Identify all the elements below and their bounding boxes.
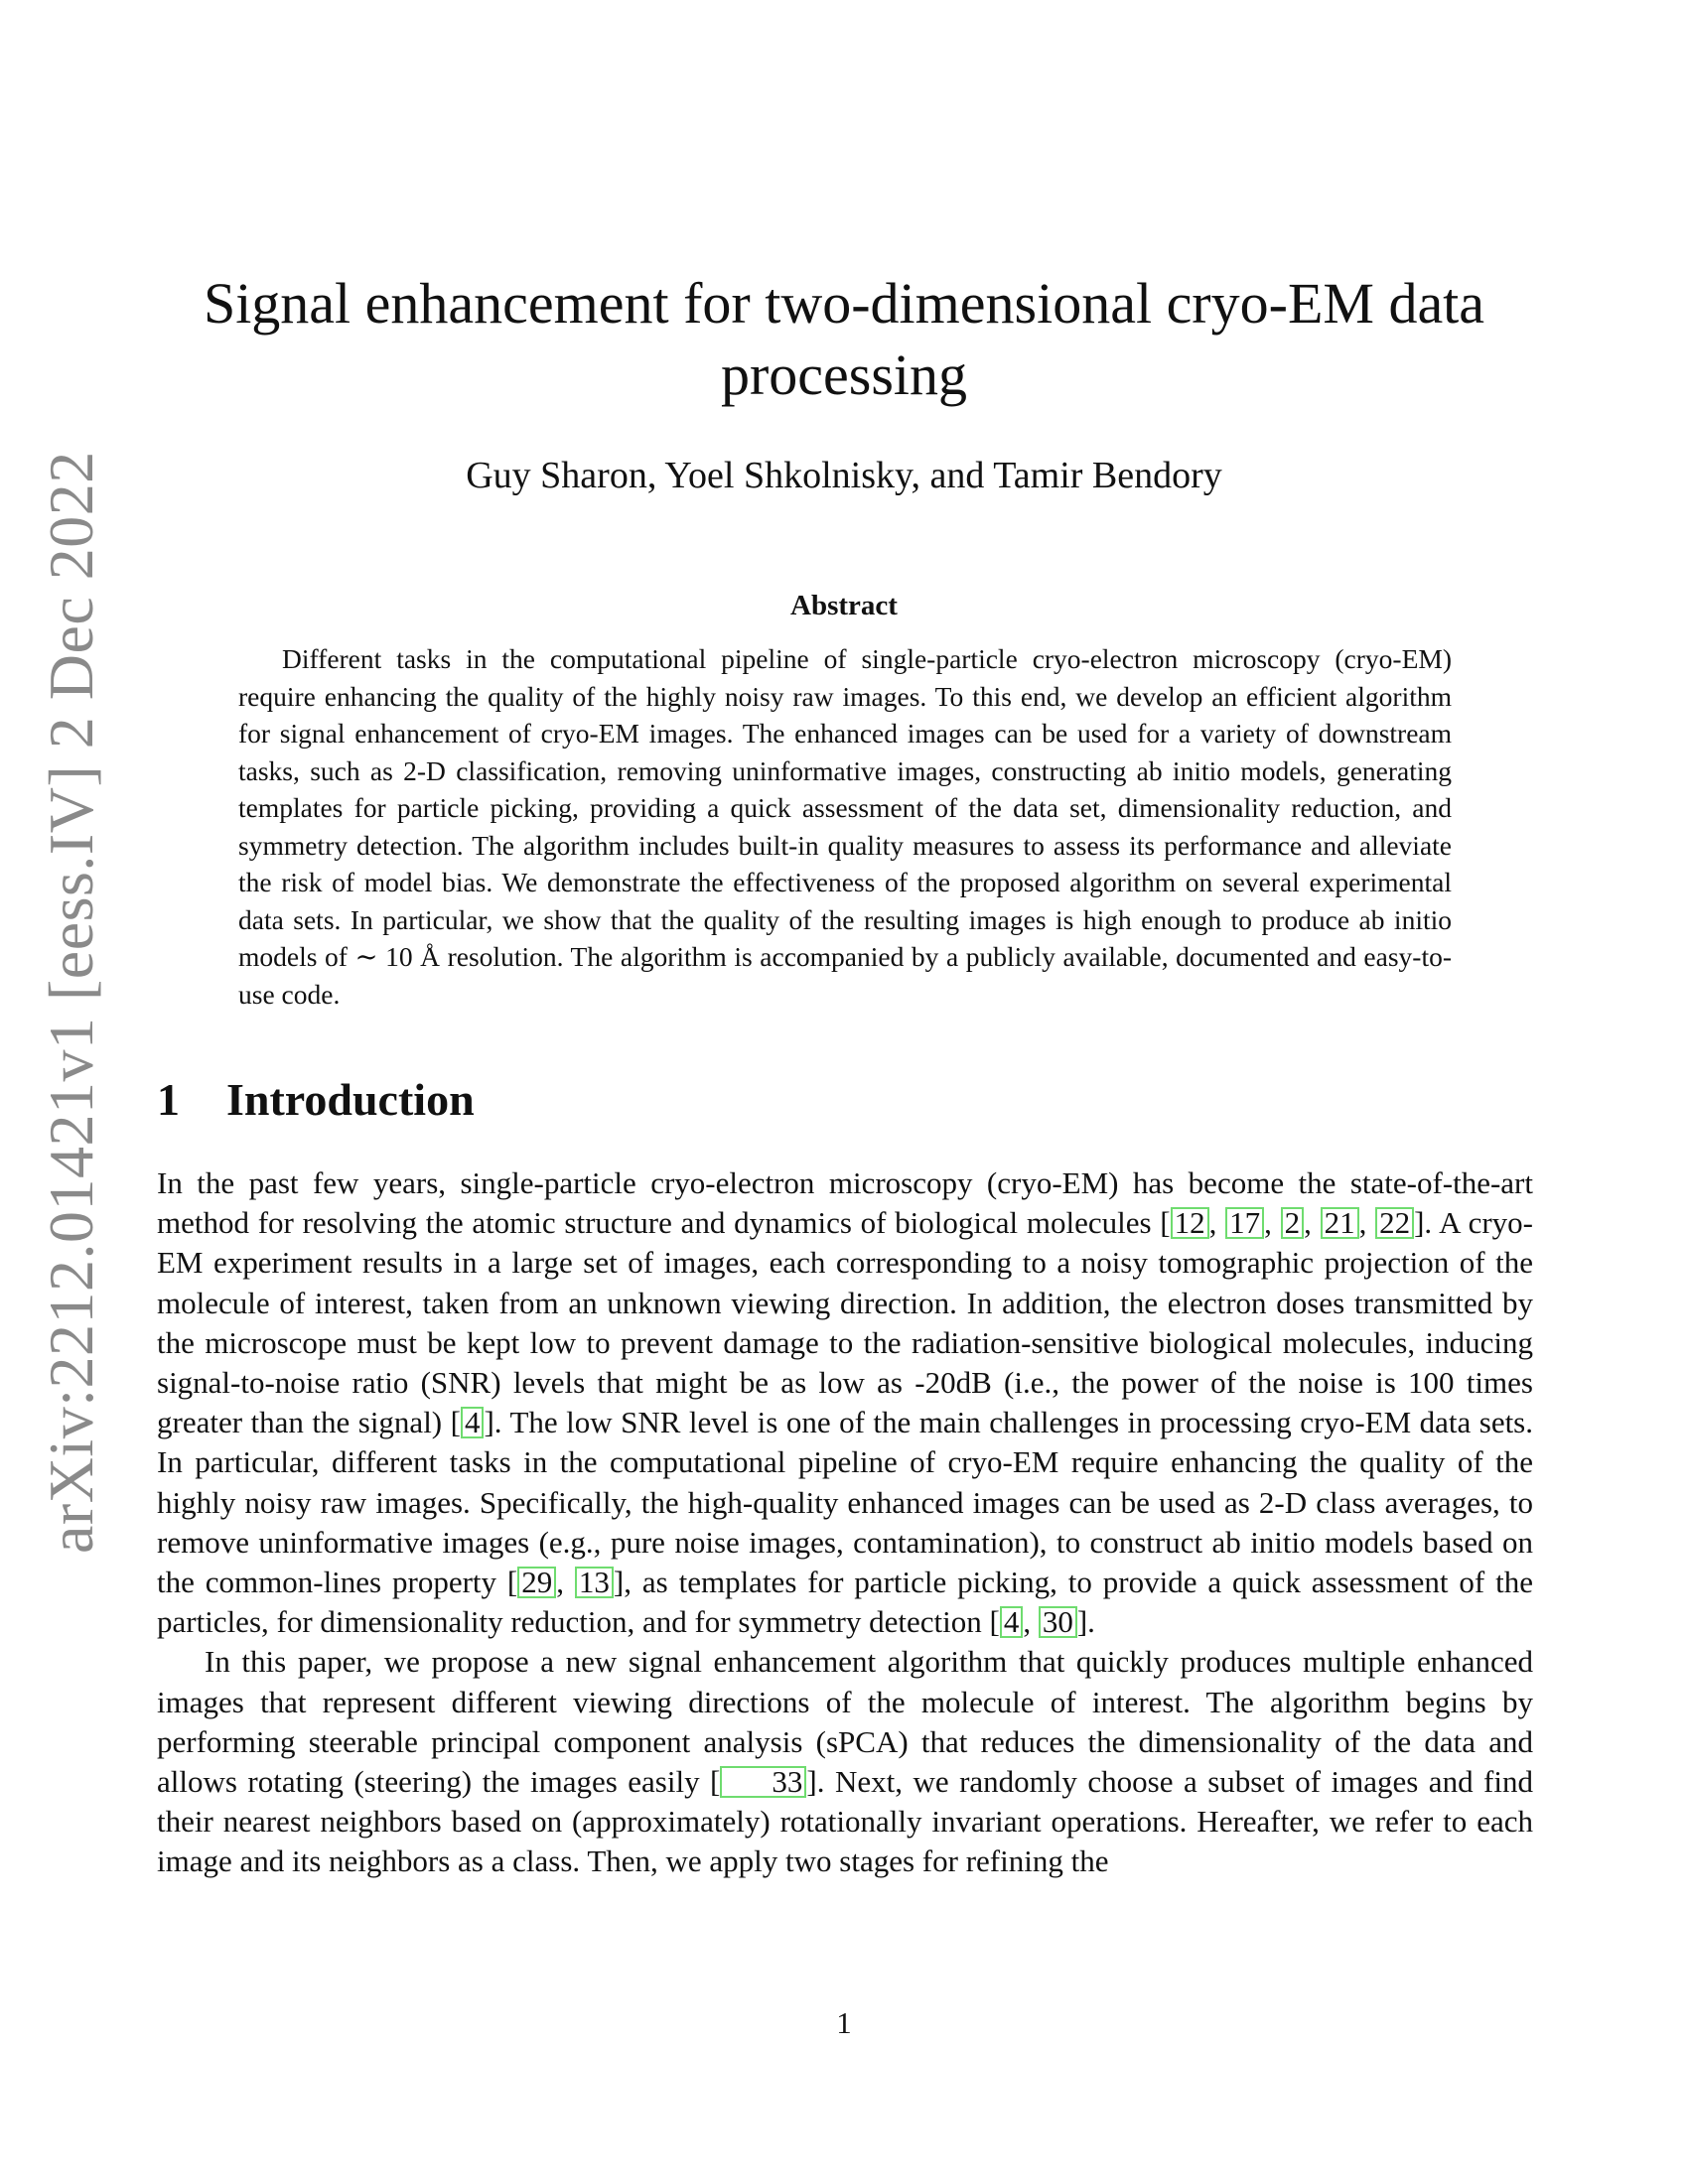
paragraph-text: In this paper, we propose a new signal enhancement algorithm that quickly produces multiple enhanced images that represent different viewing directions of the molecule of interest. The algorithm begins by performing steerable principal component analysis (sPCA) that reduces the dimensionality of the data and allows rotating (steering) the images easily [ (157, 1644, 1533, 1800)
abstract-heading: Abstract (790, 590, 898, 621)
paragraph-text: ]. Next, we randomly choose a subset of images and find their nearest neighbors based on (approximately) rotationally invariant operations. Hereafter, we refer to each image and its neighbors as a class. Then, we apply two stages for refining the (157, 1764, 1533, 1879)
citation-link[interactable]: 2 (1281, 1207, 1305, 1239)
paragraph-text: In the past few years, single-particle cryo-electron microscopy (cryo-EM) has become the state-of-the-art method for resolving the atomic structure and dynamics of biological molecules [ (157, 1165, 1533, 1241)
citation-link[interactable]: 4 (1000, 1606, 1024, 1638)
citation-link[interactable]: 21 (1321, 1207, 1359, 1239)
arxiv-identifier-stamp: arXiv:2212.01421v1 [eess.IV] 2 Dec 2022 (36, 451, 106, 1554)
section-heading-introduction (157, 1072, 475, 1128)
citation-link[interactable]: 33 (720, 1766, 806, 1798)
abstract-text: Different tasks in the computational pipeline of single-particle cryo-electron microscopy (cryo-EM) require enhancing the quality of the highly noisy raw images. To this end, we develop an efficient algorithm for signal enhancement of cryo-EM images. The enhanced images can be used for a variety of downstream tasks, such as 2-D classification, removing uninformative images, constructing ab initio models, generating templates for particle picking, providing a quick assessment of the data set, dimensionality reduction, and symmetry detection. The algorithm includes built-in quality measures to assess its performance and alleviate the risk of model bias. We demonstrate the effectiveness of the proposed algorithm on several experimental data sets. In particular, we show that the quality of the resulting images is high enough to produce ab initio models of ∼ 10 Å resolution. The algorithm is accompanied by a publicly available, documented and easy-to-use code. (238, 643, 1452, 1010)
citation-link[interactable]: 30 (1039, 1606, 1077, 1638)
paper-title: Signal enhancement for two-dimensional cryo-EM data processing (203, 271, 1485, 407)
intro-paragraph-2 (157, 1642, 1533, 1881)
paragraph-text: ], as templates for particle picking, to provide a quick assessment of the particles, for dimensionality reduction, and for symmetry detection [ (157, 1565, 1534, 1640)
intro-paragraph-1: In the past few years, single-particle cryo-electron microscopy (cryo-EM) has become the state-of-the-art method for resolving the atomic structure and dynamics of biological molecules [ 12 , 17 , 2 , 21 , 22 ]. A cryo-EM experiment results in a large set of images, each corresponding to a noisy tomographic projection of the molecule of interest, taken from an unknown viewing direction. In addition, the electron doses transmitted by the microscope must be kept low to prevent damage to the radiation-sensitive biological molecules, inducing signal-to-noise ratio (SNR) levels that might be as low as -20dB (i.e., the power of the noise is 100 times greater than the signal) [ 4 ]. The low SNR level is one of the main challenges in processing cryo-EM data sets. In particular, different tasks in the computational pipeline of cryo-EM require enhancing the quality of the highly noisy raw images. Specifically, the high-quality enhanced images can be used as 2-D class averages, to remove uninformative images (e.g., pure noise images, contamination), to construct ab initio models based on the common-lines property [ 29 , 13 ], as templates for particle picking, to provide a quick assessment of the particles, for dimensionality reduction, and for symmetry detection [ 4 , 30 ]. (157, 1165, 1534, 1640)
citation-link[interactable]: 13 (575, 1567, 614, 1598)
paragraph-text: ]. A cryo-EM experiment results in a large set of images, each corresponding to a noisy tomographic projection of the molecule of interest, taken from an unknown viewing direction. In addition, the electron doses transmitted by the microscope must be kept low to prevent damage to the radiation-sensitive biological molecules, inducing signal-to-noise ratio (SNR) levels that might be as low as -20dB (i.e., the power of the noise is 100 times greater than the signal) [ (157, 1205, 1533, 1440)
section-title: Introduction (226, 1074, 475, 1125)
citation-link[interactable]: 29 (517, 1567, 556, 1598)
citation-link[interactable]: 4 (461, 1407, 485, 1438)
paragraph-text: ]. The low SNR level is one of the main challenges in processing cryo-EM data sets. In particular, different tasks in the computational pipeline of cryo-EM require enhancing the quality of the highly noisy raw images. Specifically, the high-quality enhanced images can be used as 2-D class averages, to remove uninformative images (e.g., pure noise images, contamination), to construct ab initio models based on the common-lines property [ (157, 1405, 1533, 1600)
citation-link[interactable]: 22 (1375, 1207, 1414, 1239)
citation-link[interactable]: 12 (1171, 1207, 1209, 1239)
page-number: 1 (836, 2005, 852, 2040)
citation-link[interactable]: 17 (1225, 1207, 1264, 1239)
paper-authors: Guy Sharon, Yoel Shkolnisky, and Tamir Bendory (466, 455, 1222, 496)
paragraph-text: ]. (1076, 1604, 1095, 1640)
introduction-body (157, 1163, 1533, 1882)
section-number: 1 (157, 1074, 180, 1125)
